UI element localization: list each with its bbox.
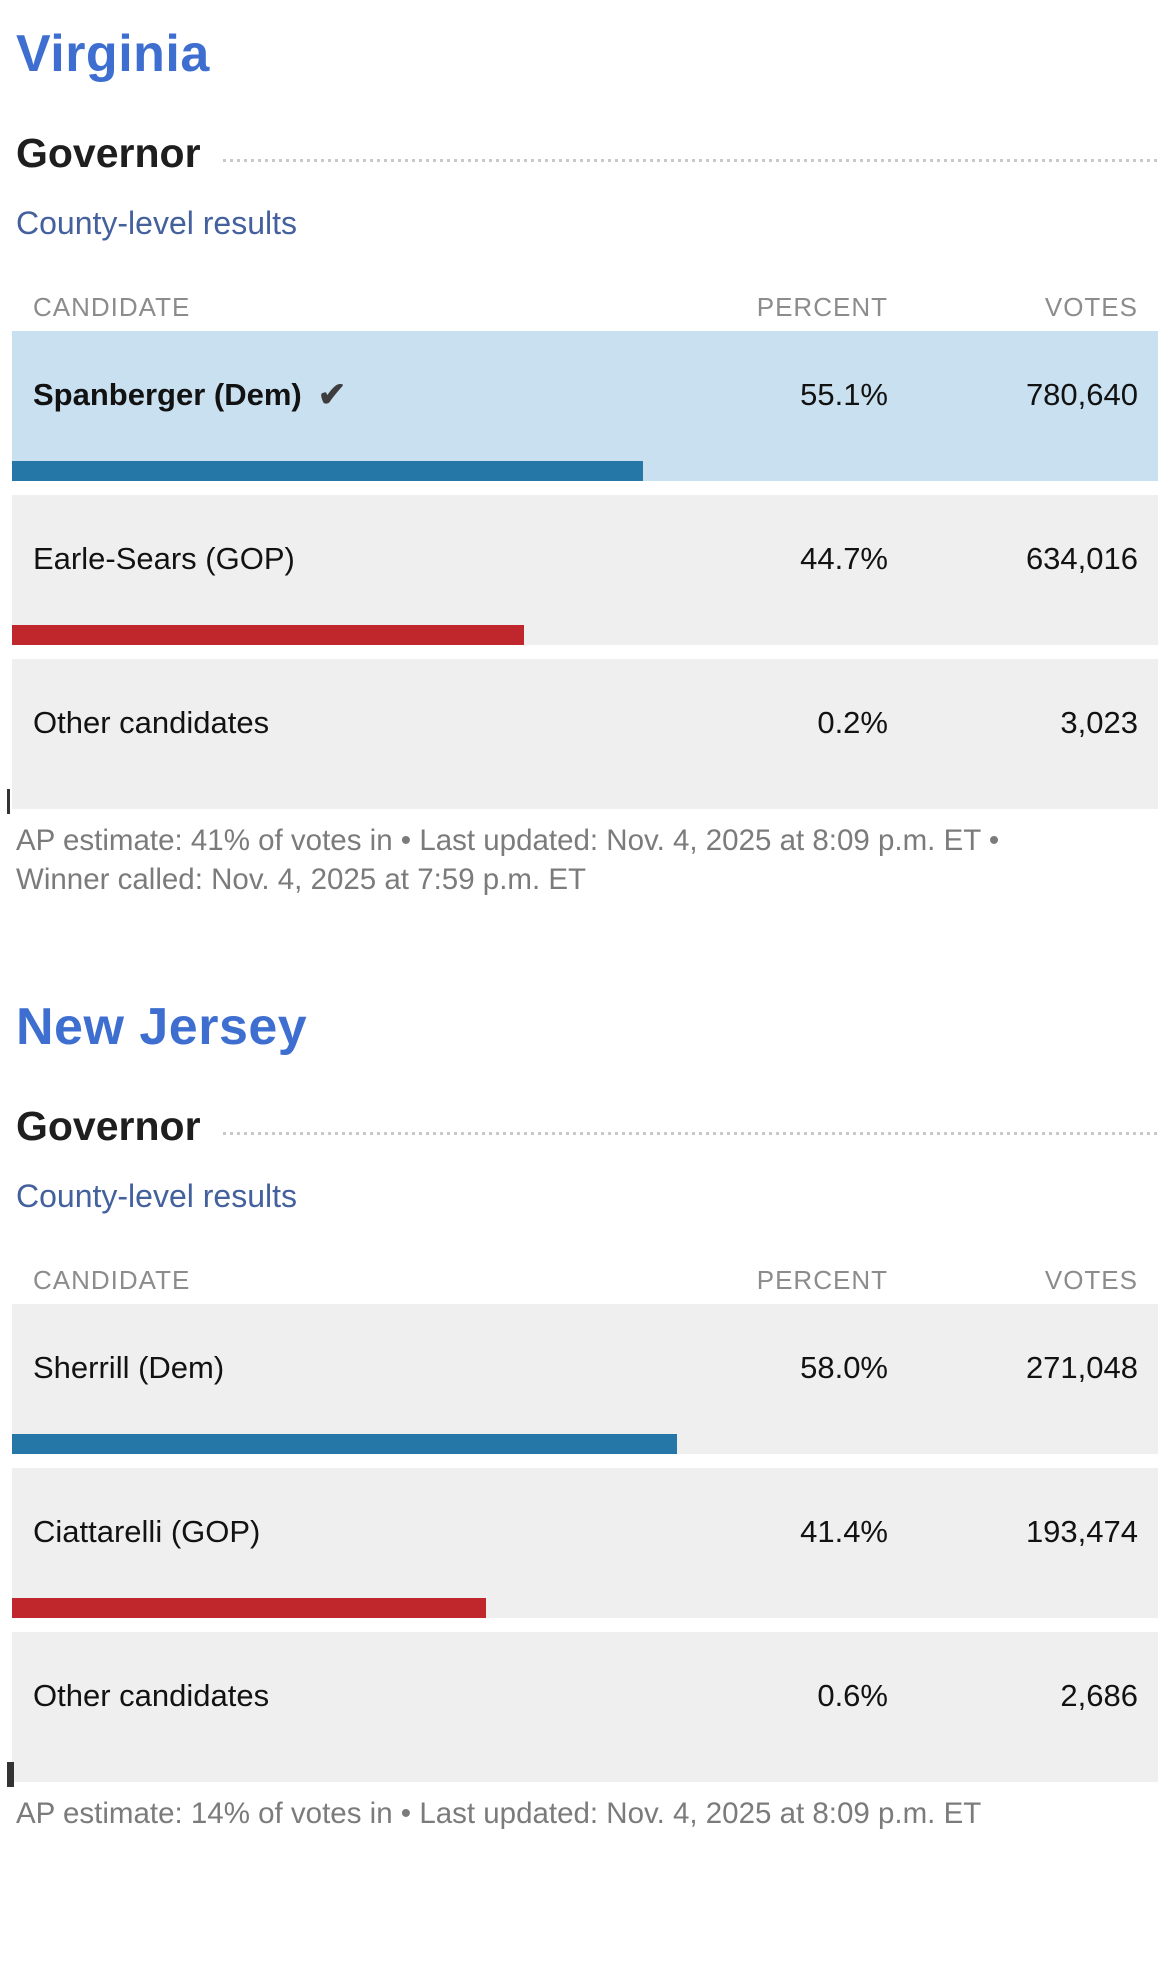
result-bar-other	[7, 1762, 14, 1787]
candidate-name: Earle-Sears (GOP)	[33, 541, 295, 576]
percent-value: 0.6%	[817, 1678, 888, 1714]
votes-value: 2,686	[1060, 1678, 1138, 1714]
winner-check-icon: ✔	[317, 376, 347, 414]
candidate-row-ciattarelli	[12, 1468, 1158, 1618]
county-level-results-link[interactable]: County-level results	[16, 1178, 297, 1215]
race-title: Governor	[16, 1103, 201, 1150]
votes-value: 3,023	[1060, 705, 1138, 740]
votes-value: 271,048	[1025, 1350, 1138, 1386]
column-header-votes: VOTES	[1044, 1265, 1138, 1296]
table-header-row	[12, 1265, 1158, 1296]
candidate-name: Other candidates	[33, 1678, 270, 1714]
votes-value: 780,640	[1025, 377, 1138, 412]
percent-value: 41.4%	[800, 1514, 888, 1550]
result-bar-gop	[12, 1598, 486, 1618]
candidate-name: Spanberger (Dem) ✔	[33, 376, 347, 414]
county-level-results-link[interactable]: County-level results	[16, 205, 297, 241]
candidate-row-other	[12, 1632, 1158, 1782]
percent-value: 58.0%	[800, 1350, 888, 1386]
percent-value: 44.7%	[800, 541, 888, 576]
race-section-new-jersey	[12, 997, 1158, 1833]
race-title: Governor	[16, 130, 201, 176]
candidate-row-sherrill	[12, 1304, 1158, 1454]
votes-value: 634,016	[1025, 541, 1138, 576]
result-bar-other	[7, 789, 10, 814]
race-section-virginia	[12, 24, 1158, 899]
ap-estimate-footnote: AP estimate: 14% of votes in • Last updated: Nov. 4, 2025 at 8:09 p.m. ET	[16, 1797, 982, 1831]
state-title-new-jersey: New Jersey	[16, 998, 308, 1057]
candidate-row-earle-sears	[12, 495, 1158, 645]
candidate-name: Other candidates	[33, 705, 270, 740]
candidate-row-other	[12, 659, 1158, 809]
dotted-divider	[223, 159, 1158, 162]
state-title-virginia: Virginia	[16, 25, 210, 83]
ap-estimate-footnote: AP estimate: 41% of votes in • Last updated: Nov. 4, 2025 at 8:09 p.m. ET • Winner called: Nov. 4, 2025 at 7:59 p.m. ET	[16, 824, 1000, 897]
column-header-percent: PERCENT	[756, 292, 888, 322]
percent-value: 55.1%	[800, 377, 888, 412]
column-header-percent: PERCENT	[756, 1265, 888, 1296]
candidate-name: Sherrill (Dem)	[33, 1350, 225, 1386]
result-bar-dem	[12, 461, 643, 481]
column-header-candidate: CANDIDATE	[33, 1265, 191, 1296]
column-header-candidate: CANDIDATE	[33, 292, 191, 322]
result-bar-dem	[12, 1434, 677, 1454]
candidate-name: Ciattarelli (GOP)	[33, 1514, 261, 1550]
race-header	[12, 130, 1158, 177]
results-table-virginia	[12, 292, 1158, 809]
results-table-new-jersey	[12, 1265, 1158, 1782]
votes-value: 193,474	[1025, 1514, 1138, 1550]
race-header	[12, 1103, 1158, 1150]
column-header-votes: VOTES	[1044, 292, 1138, 322]
candidate-row-spanberger	[12, 331, 1158, 481]
result-bar-gop	[12, 625, 524, 645]
percent-value: 0.2%	[817, 705, 888, 740]
dotted-divider	[223, 1132, 1158, 1135]
table-header-row	[12, 292, 1158, 323]
